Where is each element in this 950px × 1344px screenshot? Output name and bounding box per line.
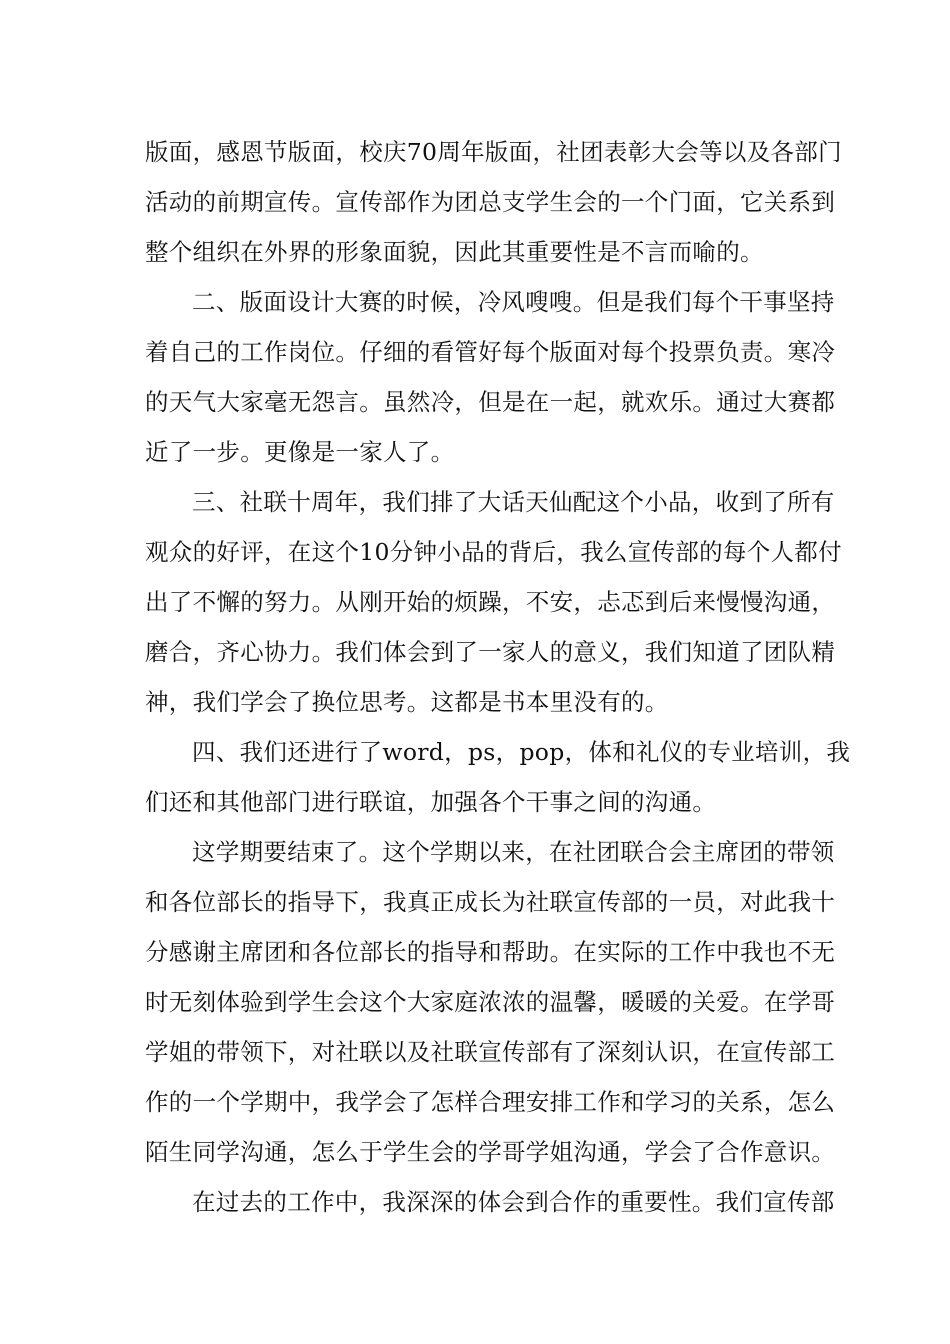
text-line: 出了不懈的努力。从刚开始的烦躁，不安，忐忑到后来慢慢沟通， (145, 588, 836, 616)
text-line: 版面，感恩节版面，校庆70周年版面，社团表彰大会等以及各部门 (145, 138, 842, 166)
text-line: 作的一个学期中，我学会了怎样合理安排工作和学习的关系，怎么 (145, 1088, 836, 1116)
document-body (145, 127, 851, 1227)
paragraph-start-line: 四、我们还进行了word，ps，pop，体和礼仪的专业培训，我 (192, 738, 851, 766)
text-line: 的天气大家毫无怨言。虽然冷，但是在一起，就欢乐。通过大赛都 (145, 388, 836, 416)
text-line: 神，我们学会了换位思考。这都是书本里没有的。 (145, 688, 669, 716)
text-line: 着自己的工作岗位。仔细的看管好每个版面对每个投票负责。寒冷 (145, 338, 836, 366)
paragraph-start-line: 三、社联十周年，我们排了大话天仙配这个小品，收到了所有 (192, 488, 835, 516)
text-line: 近了一步。更像是一家人了。 (145, 438, 455, 466)
paragraph-start-line: 在过去的工作中，我深深的体会到合作的重要性。我们宣传部 (192, 1188, 835, 1216)
text-line: 整个组织在外界的形象面貌，因此其重要性是不言而喻的。 (145, 238, 764, 266)
text-line: 观众的好评，在这个10分钟小品的背后，我么宣传部的每个人都付 (145, 538, 842, 566)
text-line: 活动的前期宣传。宣传部作为团总支学生会的一个门面，它关系到 (145, 188, 836, 216)
text-line: 时无刻体验到学生会这个大家庭浓浓的温馨，暖暖的关爱。在学哥 (145, 988, 836, 1016)
text-line: 磨合，齐心协力。我们体会到了一家人的意义，我们知道了团队精 (145, 638, 836, 666)
text-line: 分感谢主席团和各位部长的指导和帮助。在实际的工作中我也不无 (145, 938, 836, 966)
text-line: 们还和其他部门进行联谊，加强各个干事之间的沟通。 (145, 788, 717, 816)
text-line: 学姐的带领下，对社联以及社联宣传部有了深刻认识，在宣传部工 (145, 1038, 836, 1066)
text-line: 陌生同学沟通，怎么于学生会的学哥学姐沟通，学会了合作意识。 (145, 1138, 836, 1166)
paragraph-start-line: 二、版面设计大赛的时候，冷风嗖嗖。但是我们每个干事坚持 (192, 288, 835, 316)
paragraph-start-line: 这学期要结束了。这个学期以来，在社团联合会主席团的带领 (192, 838, 835, 866)
text-line: 和各位部长的指导下，我真正成长为社联宣传部的一员，对此我十 (145, 888, 836, 916)
